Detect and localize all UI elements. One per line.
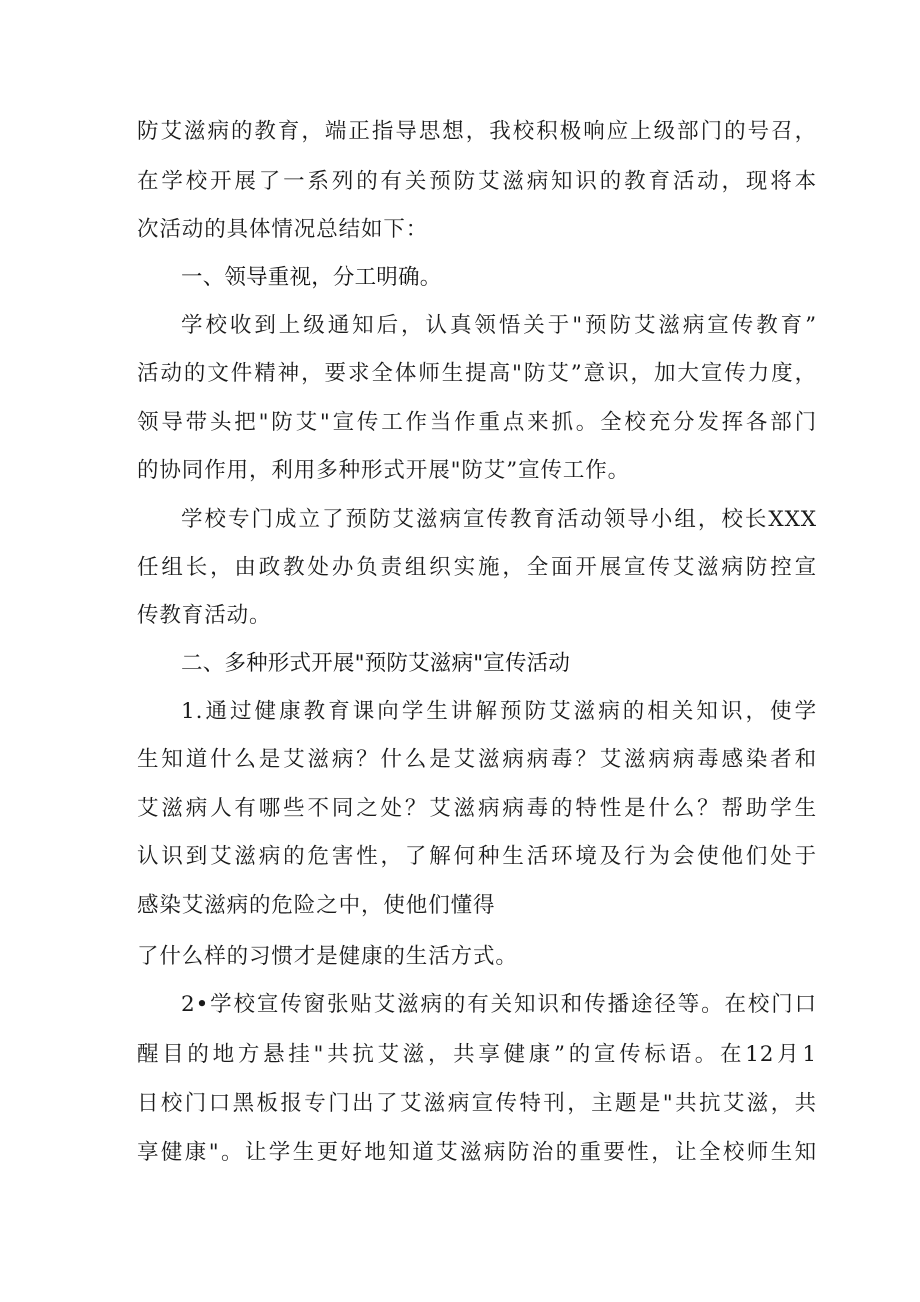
paragraph-line: 在学校开展了一系列的有关预防艾滋病知识的教育活动，现将本 [137,169,817,194]
section-heading-1: 一、领导重视，分工明确。 [181,265,442,290]
paragraph-line: 了什么样的习惯才是健康的生活方式。 [137,944,518,969]
paragraph-line: 学校专门成立了预防艾滋病宣传教育活动领导小组，校长XXX [181,507,817,532]
paragraph-line: 活动的文件精神，要求全体师生提高"防艾”意识，加大宣传力度， [137,361,817,386]
paragraph-line: 传教育活动。 [137,603,272,628]
paragraph-line: 享健康"。让学生更好地知道艾滋病防治的重要性，让全校师生知 [137,1140,817,1165]
paragraph-line: 日校门口黑板报专门出了艾滋病宣传特刊，主题是"共抗艾滋，共 [137,1091,817,1116]
section-heading-2: 二、多种形式开展"预防艾滋病"宣传活动 [181,651,571,676]
paragraph-line: 生知道什么是艾滋病？什么是艾滋病病毒？艾滋病病毒感染者和 [137,747,817,772]
paragraph-line: 2•学校宣传窗张贴艾滋病的有关知识和传播途径等。在校门口 [181,992,817,1017]
paragraph-line: 的协同作用，利用多种形式开展"防艾”宣传工作。 [137,458,631,483]
paragraph-line: 任组长，由政教处办负责组织实施，全面开展宣传艾滋病防控宣 [137,555,817,580]
paragraph-line: 学校收到上级通知后，认真领悟关于"预防艾滋病宣传教育” [181,313,817,338]
paragraph-line: 1.通过健康教育课向学生讲解预防艾滋病的相关知识，使学 [181,699,817,724]
paragraph-line: 领导带头把"防艾"宣传工作当作重点来抓。全校充分发挥各部门 [137,410,817,435]
paragraph-line: 认识到艾滋病的危害性，了解何种生活环境及行为会使他们处于 [137,844,817,869]
paragraph-line: 醒目的地方悬挂"共抗艾滋，共享健康”的宣传标语。在12月1 [137,1042,817,1067]
paragraph-line: 次活动的具体情况总结如下： [137,217,429,242]
paragraph-line: 艾滋病人有哪些不同之处？艾滋病病毒的特性是什么？帮助学生 [137,796,817,821]
paragraph-line: 感染艾滋病的危险之中，使他们懂得 [137,893,496,918]
paragraph-line: 防艾滋病的教育，端正指导思想，我校积极响应上级部门的号召， [137,119,817,144]
